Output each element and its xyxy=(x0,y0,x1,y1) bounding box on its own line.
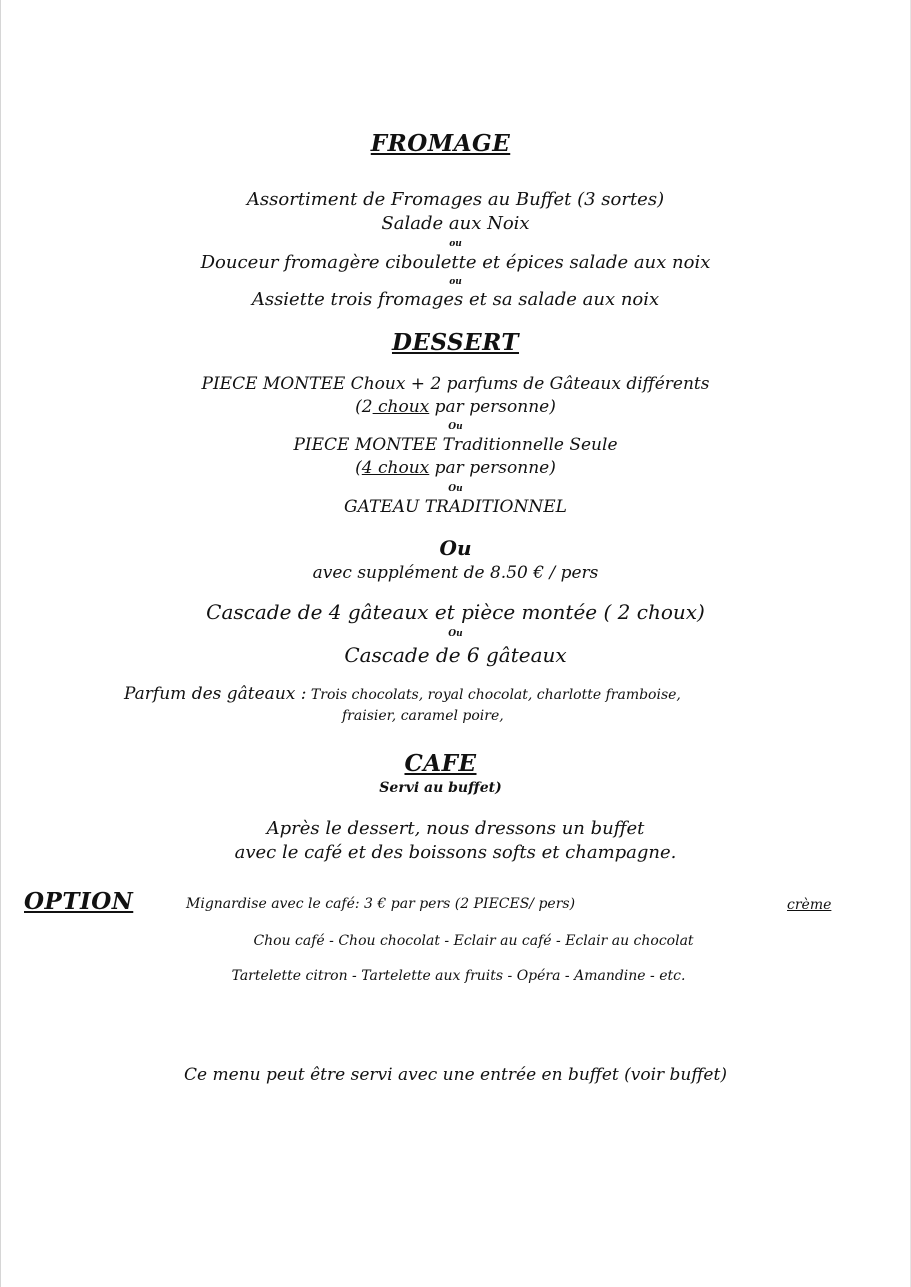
dessert-piece-montee-1: PIECE MONTEE Choux + 2 parfums de Gâteaux différents xyxy=(201,374,710,394)
fromage-assiette: Assiette trois fromages et sa salade aux noix xyxy=(251,289,660,310)
dessert-or-2: Ou xyxy=(448,484,463,494)
dessert-heading: DESSERT xyxy=(391,329,520,356)
option-mignardise: Mignardise avec le café: 3 € par pers (2 PIECES/ pers) xyxy=(186,896,576,912)
fromage-heading: FROMAGE xyxy=(370,130,511,157)
dessert-piece-montee-2: PIECE MONTEE Traditionnelle Seule xyxy=(293,435,618,455)
option-heading: OPTION xyxy=(24,888,134,915)
option-creme: crème xyxy=(787,897,832,913)
dessert-supplement: avec supplément de 8.50 € / pers xyxy=(312,563,599,583)
dessert-or-3: Ou xyxy=(439,536,472,560)
dessert-piece-montee-1-detail: (2 choux par personne) xyxy=(355,397,556,417)
fromage-douceur: Douceur fromagère ciboulette et épices salade aux noix xyxy=(200,252,711,273)
cafe-line-1: Après le dessert, nous dressons un buffet xyxy=(266,818,645,839)
footer-note: Ce menu peut être servi avec une entrée en buffet (voir buffet) xyxy=(184,1065,727,1085)
parfum-label: Parfum des gâteaux : xyxy=(124,684,307,704)
parfum-list-1: Trois chocolats, royal chocolat, charlotte framboise, xyxy=(306,687,681,703)
dessert-cascade-1: Cascade de 4 gâteaux et pièce montée ( 2 choux) xyxy=(206,600,705,624)
dessert-or-4: Ou xyxy=(448,629,463,639)
option-list-1: Chou café - Chou chocolat - Eclair au café - Eclair au chocolat xyxy=(253,933,694,949)
dessert-cascade-2: Cascade de 6 gâteaux xyxy=(344,643,567,667)
dessert-piece-montee-2-detail: (4 choux par personne) xyxy=(355,458,556,478)
dessert-gateau-traditionnel: GATEAU TRADITIONNEL xyxy=(344,497,567,517)
fromage-or-1: ou xyxy=(449,239,462,249)
dessert-or-1: Ou xyxy=(448,422,463,432)
cafe-line-2: avec le café et des boissons softs et champagne. xyxy=(234,842,677,863)
cafe-subtitle: Servi au buffet) xyxy=(379,780,502,796)
dessert-parfum-row xyxy=(124,684,681,704)
option-list-2: Tartelette citron - Tartelette aux fruits - Opéra - Amandine - etc. xyxy=(231,968,686,984)
fromage-or-2: ou xyxy=(449,277,462,287)
parfum-list-2: fraisier, caramel poire, xyxy=(342,708,504,724)
fromage-salade: Salade aux Noix xyxy=(381,213,530,234)
cafe-heading: CAFE xyxy=(404,750,477,777)
fromage-assortiment: Assortiment de Fromages au Buffet (3 sortes) xyxy=(246,189,665,210)
